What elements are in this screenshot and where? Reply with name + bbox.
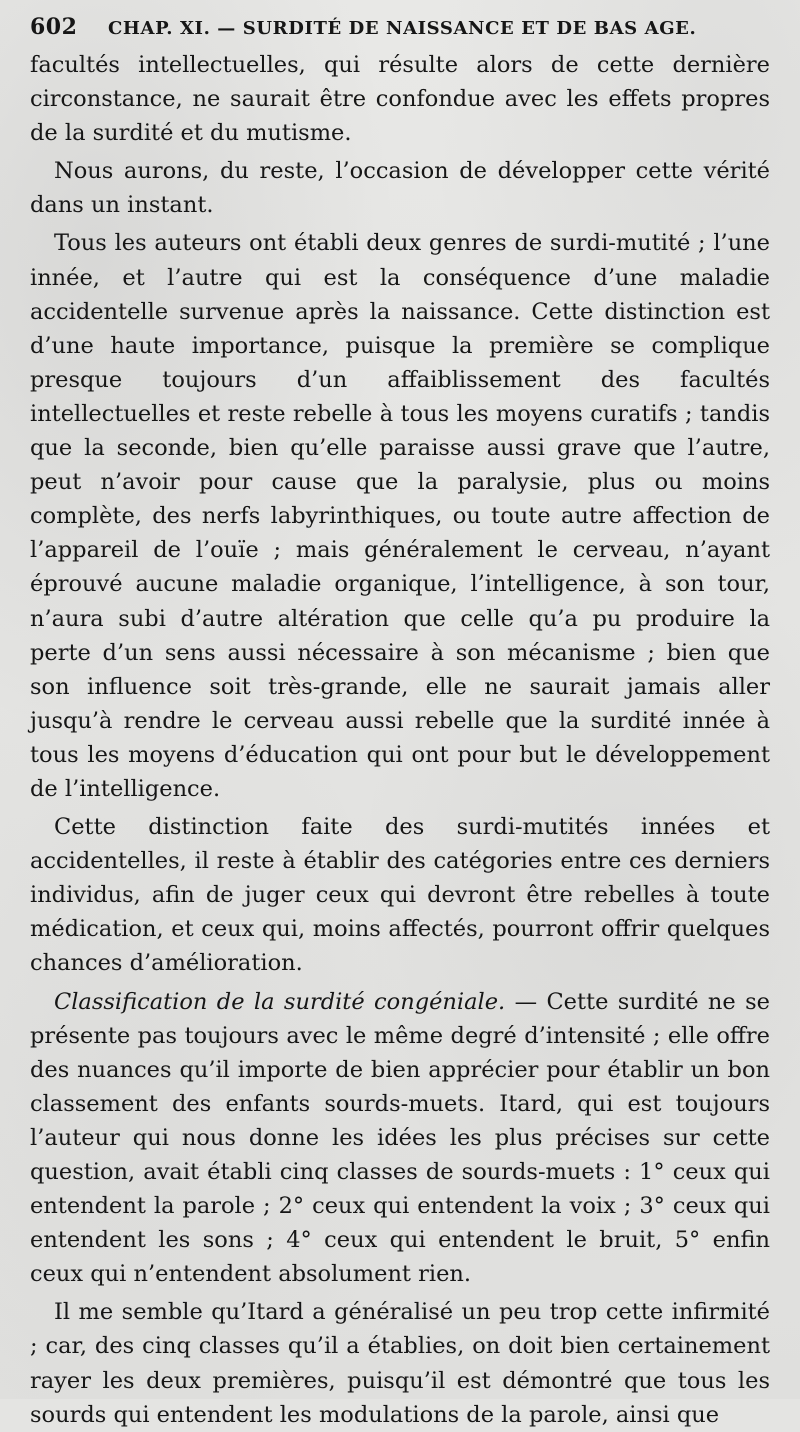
- page-header: [30, 14, 770, 48]
- paragraph-continuation: [30, 48, 770, 150]
- page-number: 602: [30, 14, 78, 40]
- paragraph-with-italic-lead: [30, 985, 770, 1292]
- paragraph-text: — Cette surdité ne se présente pas toujours avec le même degré d’intensité ; elle offre des nuances qu’il importe de bien apprécier pour établir un bon classement des enfants sourds-muets. Itard, qui est toujours l’auteur qui nous donne les idées les plus précises sur cette question, avait établi cinq classes de sourds-muets : 1° ceux qui entendent la parole ; 2° ceux qui entendent la voix ; 3° ceux qui entendent les sons ; 4° ceux qui entendent le bruit, 5° enfin ceux qui n’entendent absolument rien.: [30, 988, 770, 1288]
- paragraph-text: Il me semble qu’Itard a généralisé un peu trop cette infirmité ; car, des cinq classes qu’il a établies, on doit bien certainement rayer les deux premières, puisqu’il est démontré que tous les sourds qui entendent les modulations de la parole, ainsi que: [30, 1299, 770, 1428]
- paragraph-text: Tous les auteurs ont établi deux genres de surdi-mutité ; l’une innée, et l’autre qui est la conséquence d’une maladie accidentelle survenue après la naissance. Cette distinction est d’une haute importance, puisque la première se complique presque toujours d’un affaiblissement des facultés intellectuelles et reste rebelle à tous les moyens curatifs ; tandis que la seconde, bien qu’elle paraisse aussi grave que l’autre, peut n’avoir pour cause que la paralysie, plus ou moins complète, des nerfs labyrinthiques, ou toute autre affection de l’appareil de l’ouïe ; mais généralement le cerveau, n’ayant éprouvé aucune maladie organique, l’intelligence, à son tour, n’aura subi d’autre altération que celle qu’a pu produire la perte d’un sens aussi nécessaire à son mécanisme ; bien que son influence soit très-grande, elle ne saurait jamais aller jusqu’à rendre le cerveau aussi rebelle que la surdité innée à tous les moyens d’éducation qui ont pour but le développement de l’intelligence.: [30, 230, 770, 802]
- running-head: CHAP. XI. — SURDITÉ DE NAISSANCE ET DE BAS AGE.: [108, 18, 697, 39]
- paragraph-text: Nous aurons, du reste, l’occasion de développer cette vérité dans un instant.: [30, 158, 770, 219]
- body-text: [30, 48, 770, 1432]
- paragraph: [30, 1295, 770, 1431]
- paragraph: [30, 226, 770, 806]
- paragraph-text: facultés intellectuelles, qui résulte alors de cette dernière circonstance, ne saurait être confondue avec les effets propres de la surdité et du mutisme.: [30, 52, 770, 147]
- paragraph-text: Cette distinction faite des surdi-mutités innées et accidentelles, il reste à établir des catégories entre ces derniers individus, afin de juger ceux qui devront être rebelles à toute médication, et ceux qui, moins affectés, pourront offrir quelques chances d’amélioration.: [30, 814, 770, 977]
- paragraph: [30, 810, 770, 980]
- paragraph: [30, 154, 770, 222]
- italic-lead-heading: Classification de la surdité congéniale.: [54, 988, 506, 1015]
